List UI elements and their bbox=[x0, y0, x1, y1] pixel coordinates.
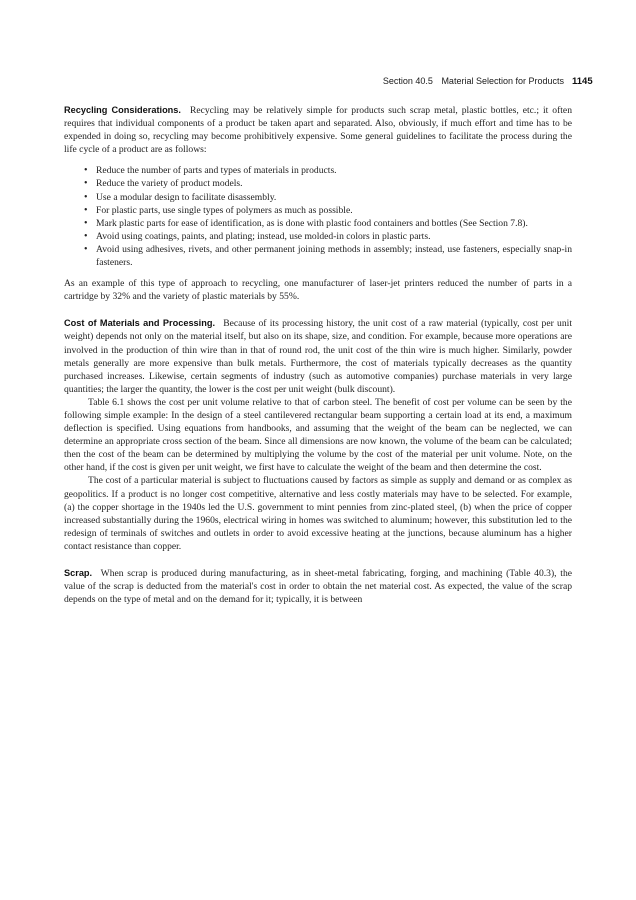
scrap-paragraph bbox=[64, 567, 572, 606]
recycling-closing-paragraph: As an example of this type of approach to recycling, one manufacturer of laser-jet printers reduced the number of parts in a cartridge by 32% and the variety of plastic materials by 55%. bbox=[64, 278, 572, 303]
cost-paragraph-2: Table 6.1 shows the cost per unit volume relative to that of carbon steel. The benefit of cost per volume can be seen by the following simple example: In the design of a steel cantilevered rectangular beam supporting a certain load at its end, a maximum deflection is specified. Using equations from handbooks, and assuming that the weight of the beam can be neglected, we can determine an appropriate cross section of the beam. Since all dimensions are now known, the volume of the beam can be calculated; then the cost of the beam can be determined by multiplying the volume by the cost of the material per unit volume. Note, on the other hand, if the cost is given per unit weight, we first have to calculate the weight of the beam and then determine the cost. bbox=[64, 396, 572, 474]
recycling-intro-text: Recycling may be relatively simple for products such scrap metal, plastic bottles, etc.; it often requires that individual components of a product be taken apart and separated. Also, obviously, if much effort and time has to be expended in doing so, recycling may become prohibitively expensive. Some general guidelines to facilitate the process during the life cycle of a product are as follows: bbox=[64, 105, 572, 156]
running-head bbox=[64, 76, 564, 86]
list-item: • Reduce the variety of product models. bbox=[84, 177, 572, 190]
cost-heading: Cost of Materials and Processing. bbox=[64, 318, 215, 329]
list-item: • Avoid using adhesives, rivets, and other permanent joining methods in assembly; instead, use fasteners, especially snap-in fasteners. bbox=[84, 243, 572, 269]
list-item: • For plastic parts, use single types of polymers as much as possible. bbox=[84, 204, 572, 217]
section-number: Section 40.5 bbox=[382, 76, 433, 86]
list-item: • Avoid using coatings, paints, and plating; instead, use molded-in colors in plastic parts. bbox=[84, 230, 572, 243]
list-item: • Mark plastic parts for ease of identification, as is done with plastic food containers and bottles (See Section 7.8). bbox=[84, 217, 572, 230]
cost-text-1: Because of its processing history, the unit cost of a raw material (typically, cost per unit weight) depends not only on the material itself, but also on its shape, size, and condition. For example, because more operations are involved in the production of thin wire than in that of round rod, the unit cost of the thin wire is much higher. Similarly, powder metals generally are more expensive than bulk metals. Furthermore, the cost of materials typically decreases as the quantity purchased increases. Likewise, certain segments of industry (such as automotive companies) purchase materials in very large quantities; the larger the quantity, the lower is the cost per unit weight (bulk discount). bbox=[64, 318, 572, 395]
recycling-heading: Recycling Considerations. bbox=[64, 105, 181, 115]
body-text bbox=[64, 104, 572, 606]
recycling-intro-paragraph bbox=[64, 104, 572, 156]
scrap-heading: Scrap. bbox=[64, 568, 93, 578]
cost-paragraph-1 bbox=[64, 317, 572, 396]
section-title: Material Selection for Products bbox=[441, 76, 564, 86]
list-item: • Reduce the number of parts and types of materials in products. bbox=[84, 164, 572, 177]
scrap-text: When scrap is produced during manufacturing, as in sheet-metal fabricating, forging, and machining (Table 40.3), the value of the scrap is deducted from the material's cost in order to obtain the net material cost. As expected, the value of the scrap depends on the type of metal and on the demand for it; typically, it is between bbox=[64, 568, 573, 606]
page-number: 1145 bbox=[572, 76, 593, 87]
list-item: • Use a modular design to facilitate disassembly. bbox=[84, 191, 572, 204]
recycling-guidelines-list bbox=[64, 164, 572, 269]
cost-paragraph-3: The cost of a particular material is subject to fluctuations caused by factors as simple as supply and demand or as complex as geopolitics. If a product is no longer cost competitive, alternative and less costly materials may have to be selected. For example, (a) the copper shortage in the 1940s led the U.S. government to mint pennies from zinc-plated steel, (b) when the price of copper increased substantially during the 1960s, electrical wiring in homes was switched to aluminum; however, this substitution led to the redesign of terminals of switches and outlets in order to avoid excessive heating at the junctions, because aluminum has a higher contact resistance than copper. bbox=[64, 475, 572, 552]
